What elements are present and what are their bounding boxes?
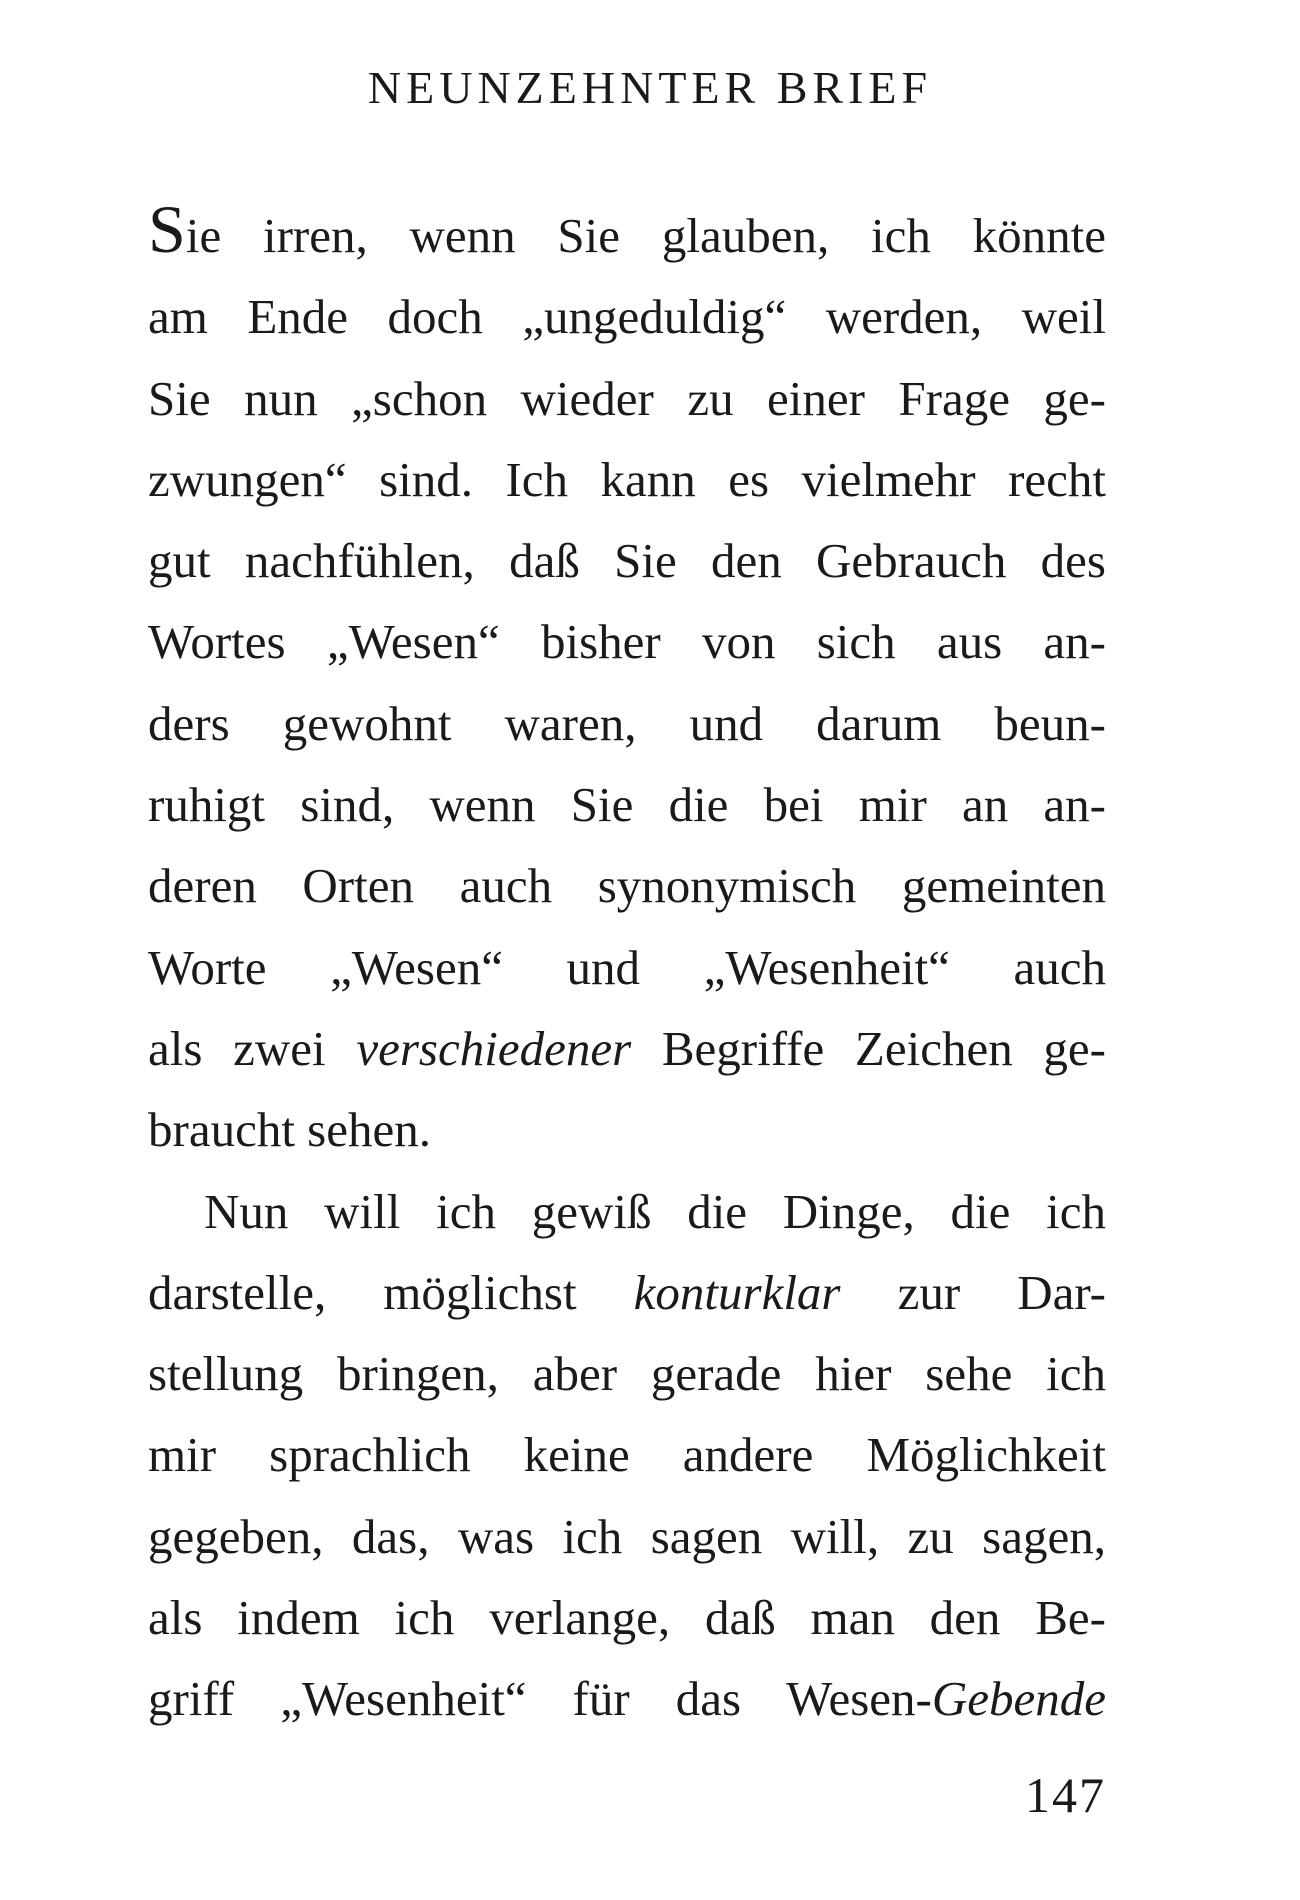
paragraph-1-line-8: ruhigt sind, wenn Sie die bei mir an an- [148,777,1106,833]
paragraph-2-line-1: Nun will ich gewiß die Dinge, die ich [204,1183,1106,1239]
body-text [148,191,1107,1740]
drop-initial: S [148,191,186,267]
italic-emphasis: verschiedener [356,1020,632,1076]
paragraph-2-line-6: als indem ich verlange, daß man den Be- [148,1590,1106,1646]
paragraph-1-line-3: Sie nun „schon wieder zu einer Frage ge- [148,370,1106,426]
paragraph-2-line-7 [148,1658,1106,1739]
line-text: Begriffe Zeichen ge- [631,1020,1106,1076]
paragraph-1-line-12: braucht sehen. [148,1102,431,1158]
running-head: NEUNZEHNTER BRIEF [367,62,933,113]
paragraph-2-line-3: stellung bringen, aber gerade hier sehe ich [148,1346,1106,1402]
italic-emphasis: konturklar [633,1264,841,1320]
paragraph-1-line-11 [148,1008,1106,1089]
paragraph-2-line-5: gegeben, das, was ich sagen will, zu sagen, [148,1508,1106,1564]
paragraph-1-line-1 [148,191,1106,276]
paragraph-1-line-7: ders gewohnt waren, und darum beun- [148,695,1106,751]
paragraph-1-line-5: gut nachfühlen, daß Sie den Gebrauch des [148,533,1106,589]
line-text: griff „Wesenheit“ für das Wesen- [148,1671,932,1727]
italic-emphasis: Gebende [931,1671,1106,1727]
line-text: als zwei [148,1020,357,1076]
paragraph-1-line-9: deren Orten auch synonymisch gemeinten [148,858,1106,914]
page-number: 147 [1025,1767,1106,1823]
paragraph-2-line-4: mir sprachlich keine andere Möglichkeit [148,1427,1106,1483]
paragraph-1-line-4: zwungen“ sind. Ich kann es vielmehr recht [148,451,1106,507]
line-text: ie irren, wenn Sie glauben, ich könnte [185,208,1106,263]
paragraph-1-line-10: Worte „Wesen“ und „Wesenheit“ auch [148,939,1106,995]
paragraph-1-line-2: am Ende doch „ungeduldig“ werden, weil [148,289,1106,345]
paragraph-2-line-2 [148,1252,1106,1333]
paragraph-1-line-6: Wortes „Wesen“ bisher von sich aus an- [148,614,1106,670]
line-text: darstelle, möglichst [148,1264,634,1320]
line-text: zur Dar- [840,1264,1107,1320]
